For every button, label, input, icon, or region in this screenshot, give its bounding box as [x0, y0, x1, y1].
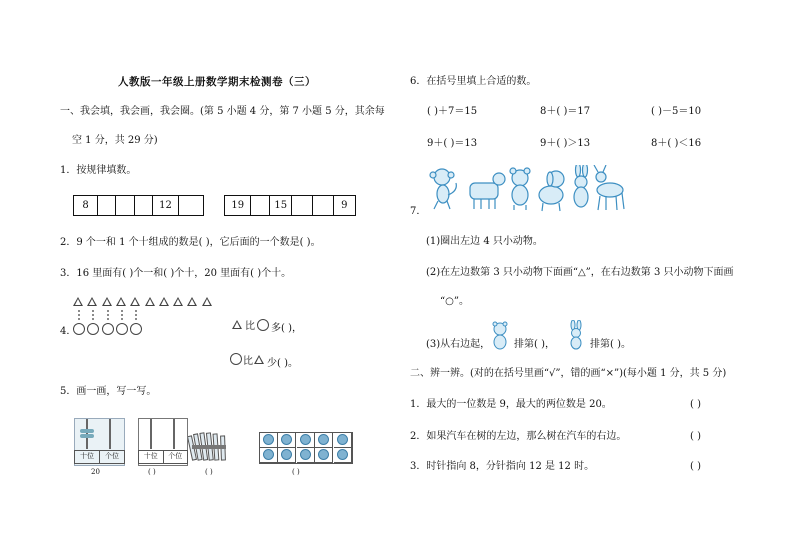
- dot-icon: [121, 310, 123, 312]
- dot-icon: [121, 314, 123, 316]
- triangle-icon: [73, 297, 83, 306]
- rabbit-icon: [574, 165, 588, 207]
- caption-1: 20: [91, 468, 100, 476]
- dot-icon: [78, 318, 80, 320]
- seq-b-cell: 19: [225, 196, 251, 215]
- seq-a-cell[interactable]: [179, 196, 203, 215]
- caption-4[interactable]: ( ): [292, 468, 300, 476]
- circle-icon: [257, 319, 269, 331]
- seq-b-cell[interactable]: [251, 196, 270, 215]
- seq-a-cell[interactable]: [98, 196, 116, 215]
- grid-cell: [260, 433, 278, 448]
- abacus-bead: [80, 434, 94, 438]
- triangle-icon: [173, 297, 183, 306]
- animal-row: [428, 165, 628, 215]
- grid-cell: [297, 433, 315, 448]
- q7-sub2-line1: (2)在左边数第 3 只小动物下面画“△”，在右边数第 3 只小动物下面画: [426, 267, 734, 278]
- goat-icon: [594, 165, 624, 210]
- circle-icon: [130, 323, 142, 335]
- abacus-rod: [150, 419, 152, 449]
- q5-label: 5．画一画，写一写。: [60, 386, 157, 397]
- triangle-icon: [159, 297, 169, 306]
- abacus-rod: [173, 419, 175, 449]
- dot-icon: [78, 310, 80, 312]
- grid-cell: [334, 448, 352, 463]
- triangle-icon: [187, 297, 197, 306]
- dot-icon: [135, 314, 137, 316]
- tf-item-2: 2．如果汽车在树的左边，那么树在汽车的右边。: [410, 431, 627, 442]
- ones-label: 个位: [105, 452, 119, 460]
- dot-icon: [107, 310, 109, 312]
- dog-icon: [539, 171, 564, 211]
- triangle-icon: [87, 297, 97, 306]
- seq-a-cell[interactable]: [116, 196, 134, 215]
- section2-heading: 二、辨一辨。(对的在括号里画“√”，错的画“×”)(每小题 1 分，共 5 分): [410, 368, 727, 379]
- section1-heading-line1: 一、我会填，我会画，我会圈。(第 5 小题 4 分，第 7 小题 5 分，其余每: [60, 106, 385, 117]
- page-title: 人教版一年级上册数学期末检测卷（三）: [118, 76, 316, 88]
- ball-icon: [281, 434, 292, 445]
- grid-cell: [315, 448, 333, 463]
- cow-icon: [470, 173, 505, 209]
- triangle-icon: [232, 320, 242, 329]
- grid-cell: [334, 433, 352, 448]
- q1-sequence-a: [73, 195, 204, 216]
- dot-icon: [135, 310, 137, 312]
- q6-eq-6[interactable]: 8＋( )＜16: [651, 138, 702, 149]
- circle-icon: [87, 323, 99, 335]
- triangle-icon: [145, 297, 155, 306]
- tf-item-3: 3．时针指向 8，分针指向 12 是 12 时。: [410, 461, 595, 472]
- ball-icon: [300, 434, 311, 445]
- q1-sequence-b: [224, 195, 356, 216]
- seq-a-cell[interactable]: [135, 196, 153, 215]
- ball-icon: [263, 449, 274, 460]
- grid-cell: [315, 433, 333, 448]
- rabbit-icon: [566, 320, 586, 350]
- bear-icon: [510, 168, 530, 210]
- place-value-box: [138, 450, 188, 464]
- dot-icon: [92, 310, 94, 312]
- q2-text: 2．9 个一和 1 个十组成的数是( )，它后面的一个数是( )。: [60, 237, 321, 248]
- grid-cell: [297, 448, 315, 463]
- q6-eq-5[interactable]: 9＋( )＞13: [540, 138, 591, 149]
- dot-icon: [135, 318, 137, 320]
- grid-cell: [278, 448, 296, 463]
- stick-bundle-icon: [188, 430, 232, 464]
- seq-b-cell: 9: [341, 200, 348, 211]
- place-value-box: [74, 450, 125, 464]
- seq-a-cell: 12: [153, 196, 179, 215]
- ball-icon: [318, 434, 329, 445]
- q7-sub1: (1)圈出左边 4 只小动物。: [426, 236, 543, 247]
- dot-icon: [121, 318, 123, 320]
- q7-sub3-a: (3)从右边起，: [426, 339, 491, 350]
- ball-grid: [259, 432, 353, 464]
- ball-icon: [263, 434, 274, 445]
- dot-icon: [107, 314, 109, 316]
- q6-eq-1[interactable]: ( )＋7＝15: [427, 106, 478, 117]
- seq-b-cell[interactable]: [292, 196, 313, 215]
- q4-label: 4．: [60, 326, 77, 337]
- q1-label: 1．按规律填数。: [60, 165, 137, 176]
- ball-icon: [337, 434, 348, 445]
- q7-label: 7．: [410, 206, 427, 217]
- q6-eq-3[interactable]: ( )－5＝10: [651, 106, 702, 117]
- q6-eq-2[interactable]: 8＋( )＝17: [540, 106, 591, 117]
- circle-icon: [116, 323, 128, 335]
- triangle-icon: [254, 355, 264, 364]
- triangle-icon: [102, 297, 112, 306]
- q7-sub3-b[interactable]: 排第( )，: [514, 339, 555, 350]
- circle-icon: [102, 323, 114, 335]
- ones-label: 个位: [168, 452, 183, 460]
- triangle-icon: [130, 297, 140, 306]
- bear-icon: [490, 321, 510, 351]
- seq-a-cell: 8: [74, 196, 98, 215]
- dot-icon: [107, 318, 109, 320]
- tf-mark-1[interactable]: ( ): [690, 399, 701, 410]
- q4-line2-less: 少( )。: [267, 358, 298, 369]
- grid-cell: [278, 433, 296, 448]
- ball-icon: [318, 449, 329, 460]
- tf-item-1: 1．最大的一位数是 9，最大的两位数是 20。: [410, 399, 612, 410]
- triangle-icon: [116, 297, 126, 306]
- dot-icon: [78, 314, 80, 316]
- circle-icon: [230, 353, 242, 365]
- q6-eq-4[interactable]: 9＋( )＝13: [427, 138, 478, 149]
- abacus-bead: [80, 429, 94, 433]
- tf-mark-2[interactable]: ( ): [690, 431, 701, 442]
- caption-2[interactable]: ( ): [148, 468, 156, 476]
- q7-sub2-line2: “○”。: [440, 296, 469, 307]
- tens-label: 十位: [75, 451, 100, 463]
- monkey-icon: [430, 169, 456, 209]
- ball-icon: [300, 449, 311, 460]
- section1-heading-line2: 空 1 分，共 29 分): [72, 135, 158, 146]
- dot-icon: [92, 314, 94, 316]
- dot-icon: [92, 318, 94, 320]
- q3-text: 3．16 里面有( )个一和( )个十，20 里面有( )个十。: [60, 268, 292, 279]
- seq-b-cell: 15: [270, 196, 292, 215]
- q4-line2-compare: 比: [243, 356, 253, 367]
- q4-line1-more: 多( )，: [271, 323, 302, 334]
- q6-label: 6．在括号里填上合适的数。: [410, 76, 537, 87]
- caption-3[interactable]: ( ): [205, 468, 213, 476]
- grid-cell: [260, 448, 278, 463]
- q7-sub3-c[interactable]: 排第( )。: [590, 339, 631, 350]
- seq-b-cell[interactable]: [313, 196, 334, 215]
- q4-line1-compare: 比: [245, 321, 255, 332]
- ball-icon: [337, 449, 348, 460]
- ball-icon: [281, 449, 292, 460]
- tens-label: 十位: [139, 451, 164, 463]
- tf-mark-3[interactable]: ( ): [690, 461, 701, 472]
- triangle-icon: [202, 297, 212, 306]
- abacus-rod: [109, 419, 111, 449]
